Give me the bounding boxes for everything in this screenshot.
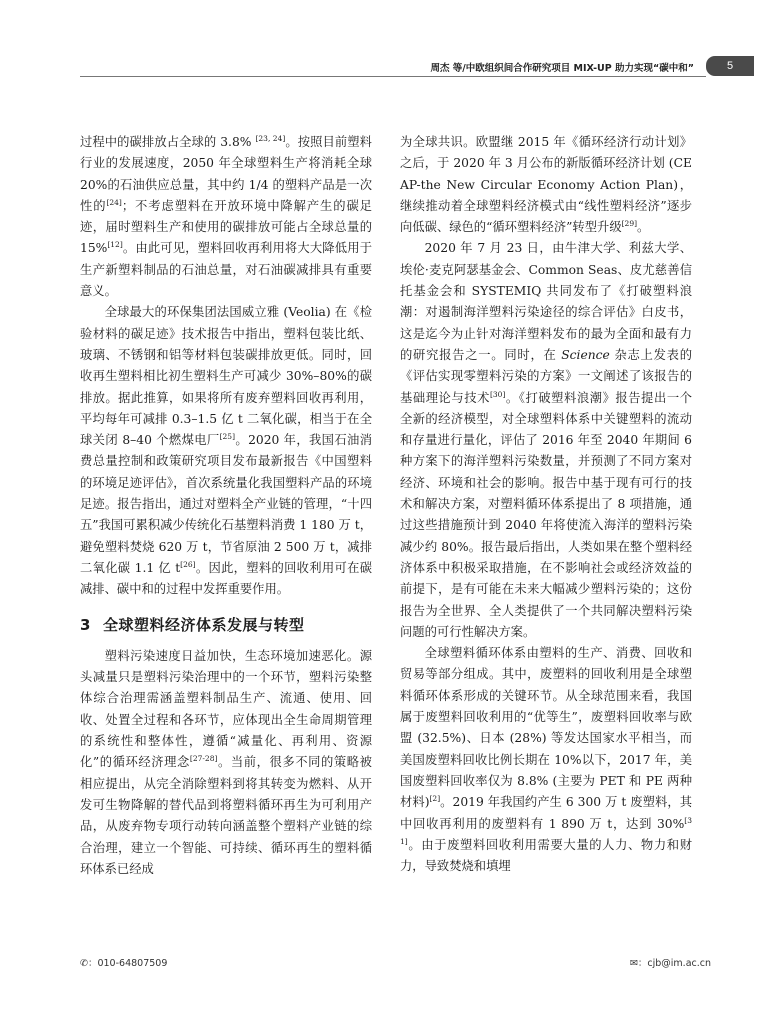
- right-column: [400, 132, 692, 877]
- paragraph: 塑料污染速度日益加快，生态环境加速恶化。源头减量只是塑料污染治理中的一个环节，塑料污染整体综合治理需涵盖塑料制品生产、流通、使用、回收、处置全过程和各环节，应体现出全生命周期管理的系统性和整体性，遵循“减量化、再利用、资源化”的循环经济理念[27-28]。当前，很多不同的策略被相应提出，从完全消除塑料到将其转变为燃料、从开发可生物降解的替代品到将塑料循环再生为可利用产品，从废弃物专项行动转向涵盖整个塑料产业链的综合治理，建立一个智能、可持续、循环再生的塑料循环体系已经成: [80, 648, 372, 876]
- paragraph: 全球最大的环保集团法国威立雅 (Veolia) 在《检验材料的碳足迹》技术报告中指出，塑料包装比纸、玻璃、不锈钢和铝等材料包装碳排放更低。同时，回收再生塑料相比初生塑料生产可减少 30%–80%的碳排放。据此推算，如果将所有废弃塑料回收再利用，平均每年可减排 0.3–1.5 亿 t 二氧化碳，相当于在全球关闭 8–40 个燃煤电厂[25]。2020 年，我国石油消费总量控制和政策研究项目发布最新报告《中国塑料的环境足迹评估》，首次系统量化我国塑料产品的环境足迹。报告指出，通过对塑料全产业链的管理，“十四五”我国可累积减少传统化石基塑料消费 1 180 万 t，避免塑料焚烧 620 万 t，节省原油 2 500 万 t，减排二氧化碳 1.1 亿 t[26]。因此，塑料的回收利用可在碳减排、碳中和的过程中发挥重要作用。: [80, 305, 372, 597]
- paragraph: 全球塑料循环体系由塑料的生产、消费、回收和贸易等部分组成。其中，废塑料的回收利用是全球塑料循环体系形成的关键环节。从全球范围来看，我国属于废塑料回收利用的“优等生”，废塑料回收率与欧盟 (32.5%)、日本 (28%) 等发达国家水平相当，而美国废塑料回收比例长期在 10%以下，2017 年，美国废塑料回收率仅为 8.8% (主要为 PET 和 PE 两种材料)[2]。2019 年我国约产生 6 300 万 t 废塑料，其中回收再利用的废塑料有 1 890 万 t，达到 30%[31]。由于废塑料回收利用需要大量的人力、物力和财力，导致焚烧和填埋: [400, 646, 692, 874]
- footer-phone: ✆：010-64807509: [80, 958, 168, 969]
- journal-name: Science: [561, 347, 610, 362]
- page-number: 5: [706, 56, 754, 76]
- header-rule: [80, 76, 706, 77]
- section-number: 3: [80, 615, 91, 634]
- section-title: 全球塑料经济体系发展与转型: [102, 615, 305, 634]
- paragraph: 2020 年 7 月 23 日，由牛津大学、利兹大学、埃伦·麦克阿瑟基金会、Common Seas、皮尤慈善信托基金会和 SYSTEMIQ 共同发布了《打破塑料浪潮：对遏制海洋塑料污染途径的综合评估》白皮书，这是迄今为止针对海洋塑料发布的最为全面和最有力的研究报告之一。同时，在 Science 杂志上发表的《评估实现零塑料污染的方案》一文阐述了该报告的基础理论与技术[30]。《打破塑料浪潮》报告提出一个全新的经济模型，对全球塑料体系中关键塑料的流动和存量进行量化，评估了 2016 年至 2040 年期间 6 种方案下的海洋塑料污染数量，并预测了不同方案对经济、环境和社会的影响。报告中基于现有可行的技术和解决方案，对塑料循环体系提出了 8 项措施，通过这些措施预计到 2040 年将使流入海洋的塑料污染减少约 80%。报告最后指出，人类如果在整个塑料经济体系中积极采取措施，在不影响社会或经济效益的前提下，是有可能在未来大幅减少塑料污染的；这份报告为全世界、全人类提供了一个共同解决塑料污染问题的可行性解决方案。: [400, 241, 692, 639]
- paragraph: 为全球共识。欧盟继 2015 年《循环经济行动计划》之后，于 2020 年 3 月公布的新版循环经济计划 (CEAP-the New Circular Economy Action Plan)，继续推动着全球塑料经济模式由“线性塑料经济”逐步向低碳、绿色的“循环塑料经济”转型升级[29]。: [400, 135, 692, 235]
- footer-email: ✉：cjb@im.ac.cn: [629, 958, 711, 969]
- running-head: 周杰 等/中欧组织间合作研究项目 MIX-UP 助力实现“碳中和”: [430, 63, 694, 74]
- section-heading: [80, 615, 372, 636]
- paragraph: 过程中的碳排放占全球的 3.8% [23, 24]。按照目前塑料行业的发展速度，2050 年全球塑料生产将消耗全球 20%的石油供应总量，其中约 1/4 的塑料产品是一次性的[24]；不考虑塑料在开放环境中降解产生的碳足迹，届时塑料生产和使用的碳排放可能占全球总量的 15%[12]。由此可见，塑料回收再利用将大大降低用于生产新塑料制品的石油总量，对石油碳减排具有重要意义。: [80, 134, 372, 299]
- left-column: [80, 132, 372, 880]
